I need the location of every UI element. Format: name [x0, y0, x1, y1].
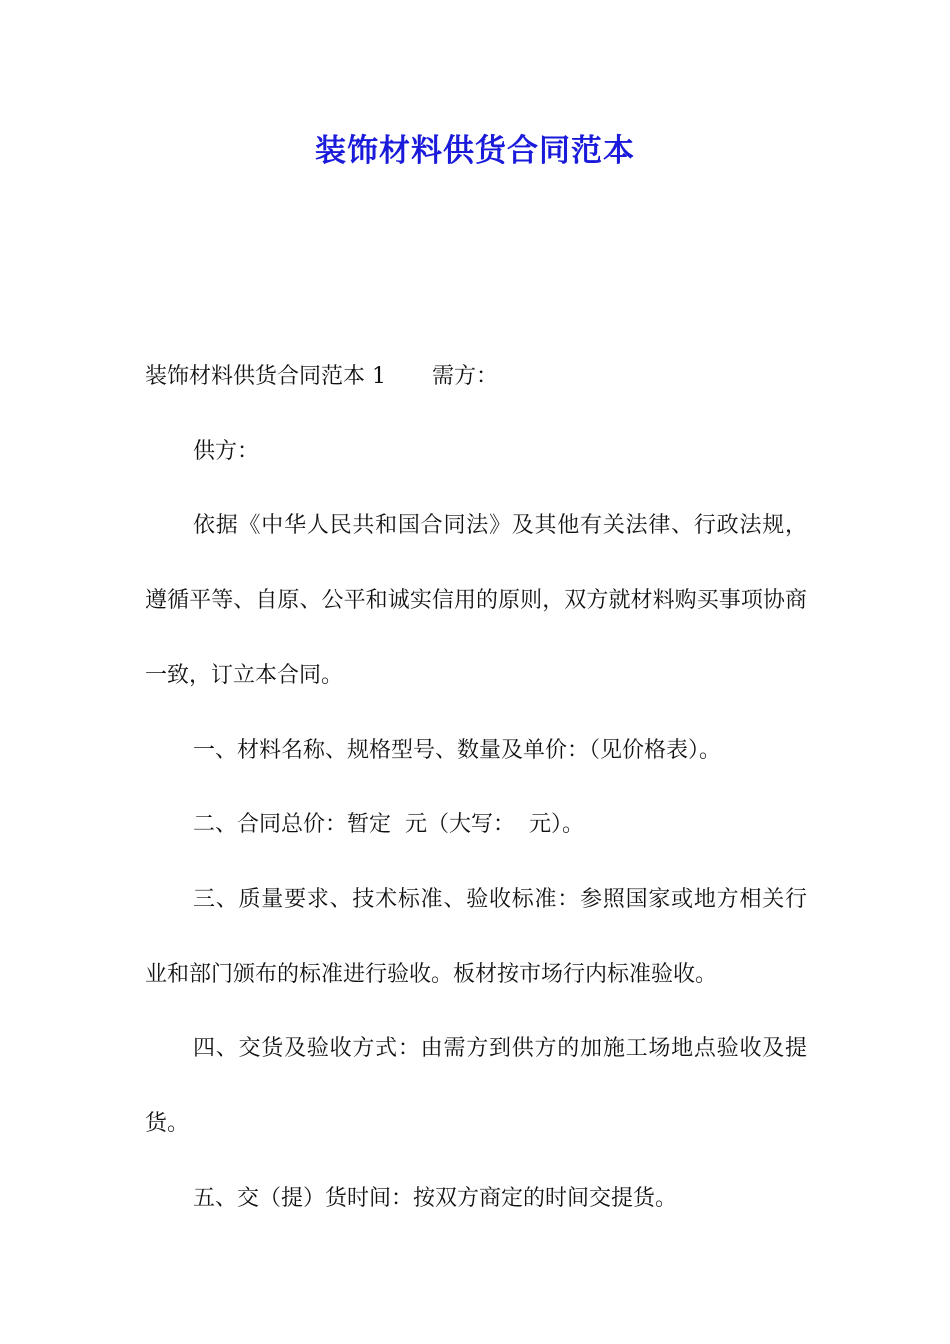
buyer-label: 需方： [432, 364, 499, 389]
paragraph-clause-5: 五、交（提）货时间：按双方商定的时间交提货。 [193, 1185, 678, 1211]
paragraph-clause-4: 四、交货及验收方式：由需方到供方的加施工场地点验收及提货。 [145, 1036, 807, 1137]
paragraph-preamble: 依据《中华人民共和国合同法》及其他有关法律、行政法规，遵循平等、自原、公平和诚实信用的原则，双方就材料购买事项协商一致，订立本合同。 [145, 513, 807, 688]
paragraph-clause-1: 一、材料名称、规格型号、数量及单价：（见价格表）。 [193, 737, 722, 763]
paragraph-clause-2: 二、合同总价：暂定 元（大写： 元）。 [193, 812, 584, 838]
paragraph-clause-3: 三、质量要求、技术标准、验收标准：参照国家或地方相关行业和部门颁布的标准进行验收。板材按市场行内标准验收。 [145, 886, 807, 987]
supplier-label: 供方： [193, 438, 260, 464]
document-body [145, 340, 807, 1236]
section-title: 装饰材料供货合同范本 1 [145, 364, 386, 389]
document-title: 装饰材料供货合同范本 [315, 133, 635, 169]
heading-line [145, 340, 807, 415]
